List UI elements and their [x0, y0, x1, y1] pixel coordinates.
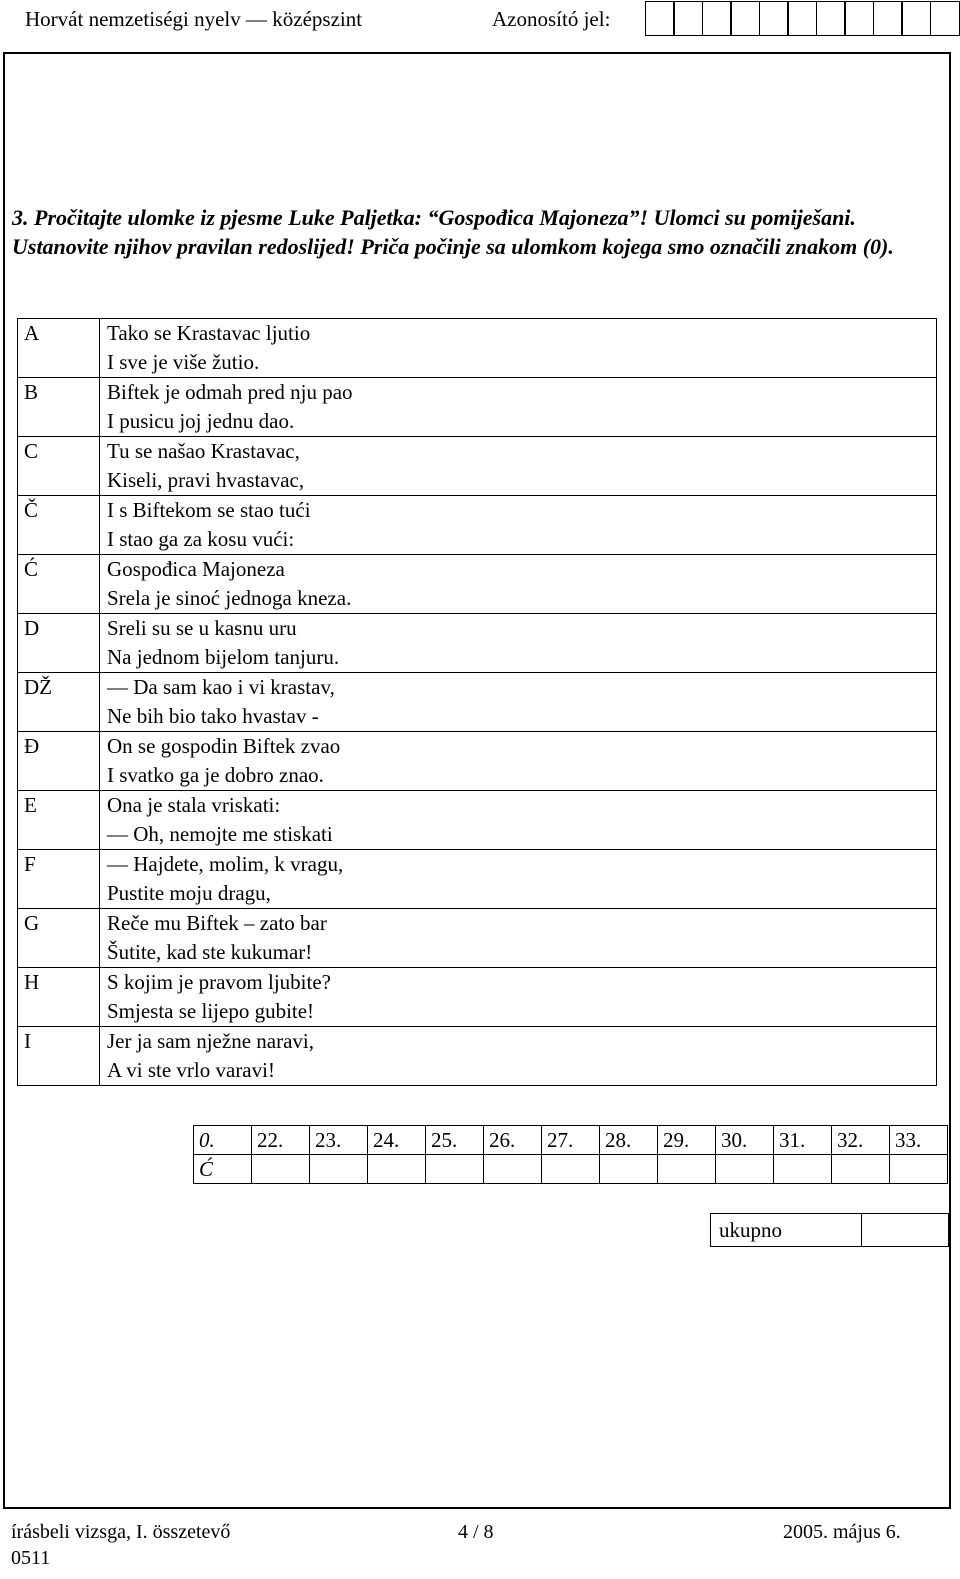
- fragment-letter: A: [18, 319, 100, 378]
- answer-column-number: 28.: [600, 1126, 658, 1155]
- fragment-letter: D: [18, 614, 100, 673]
- id-digit-box[interactable]: [873, 1, 903, 36]
- id-digit-box[interactable]: [759, 1, 789, 36]
- fragment-row: [18, 791, 937, 850]
- header-subject: Horvát nemzetiségi nyelv — középszint: [25, 7, 363, 31]
- answer-column-number: 31.: [774, 1126, 832, 1155]
- id-boxes: [646, 1, 960, 36]
- answer-column-number: 32.: [832, 1126, 890, 1155]
- fragment-line: On se gospodin Biftek zvao: [107, 734, 341, 758]
- footer-date: 2005. május 6.: [783, 1521, 901, 1543]
- fragment-row: [18, 555, 937, 614]
- answer-cell[interactable]: [252, 1155, 310, 1184]
- answer-column-number: 22.: [252, 1126, 310, 1155]
- fragment-line: Pustite moju dragu,: [107, 881, 271, 905]
- fragment-line: Sreli su se u kasnu uru: [107, 616, 297, 640]
- answer-cell[interactable]: [658, 1155, 716, 1184]
- fragment-row: [18, 496, 937, 555]
- fragment-text: [100, 437, 937, 496]
- total-value-field[interactable]: [862, 1214, 949, 1247]
- fragment-row: [18, 732, 937, 791]
- task-number: 3.: [12, 205, 29, 230]
- answer-column-number: 23.: [310, 1126, 368, 1155]
- fragment-letter: Č: [18, 496, 100, 555]
- answer-column-number: 0.: [194, 1126, 252, 1155]
- id-digit-box[interactable]: [844, 1, 874, 36]
- fragment-line: I s Biftekom se stao tući: [107, 498, 311, 522]
- fragment-row: [18, 909, 937, 968]
- fragment-letter: F: [18, 850, 100, 909]
- id-digit-box[interactable]: [787, 1, 817, 36]
- answer-column-number: 26.: [484, 1126, 542, 1155]
- fragment-letter: B: [18, 378, 100, 437]
- answer-grid-header-row: [194, 1126, 948, 1155]
- fragment-line: Smjesta se lijepo gubite!: [107, 999, 315, 1023]
- id-digit-box[interactable]: [730, 1, 760, 36]
- fragment-line: Reče mu Biftek – zato bar: [107, 911, 327, 935]
- fragment-row: [18, 319, 937, 378]
- fragment-line: I stao ga za kosu vući:: [107, 527, 295, 551]
- fragments-table: [17, 318, 937, 1086]
- fragment-line: Kiseli, pravi hvastavac,: [107, 468, 305, 492]
- footer-page-number: 4 / 8: [458, 1521, 494, 1543]
- total-score-box: [710, 1213, 949, 1247]
- fragment-row: [18, 850, 937, 909]
- fragment-row: [18, 437, 937, 496]
- fragment-text: [100, 1027, 937, 1086]
- fragment-text: [100, 850, 937, 909]
- fragment-text: [100, 555, 937, 614]
- fragment-text: [100, 496, 937, 555]
- answer-cell[interactable]: [310, 1155, 368, 1184]
- task-text: Pročitajte ulomke iz pjesme Luke Paljetka: “Gospođica Majoneza”! Ulomci su pomiješani. Ustanovite njihov pravilan redoslijed! Priča počinje sa ulomkom kojega smo označili znakom (0).: [12, 205, 894, 259]
- id-digit-box[interactable]: [901, 1, 931, 36]
- answer-cell[interactable]: [600, 1155, 658, 1184]
- fragment-row: [18, 614, 937, 673]
- fragment-row: [18, 673, 937, 732]
- fragment-line: Tu se našao Krastavac,: [107, 439, 300, 463]
- fragment-text: [100, 732, 937, 791]
- fragment-text: [100, 673, 937, 732]
- answer-cell[interactable]: [426, 1155, 484, 1184]
- fragment-line: S kojim je pravom ljubite?: [107, 970, 331, 994]
- fragment-line: Tako se Krastavac ljutio: [107, 321, 311, 345]
- fragment-letter: C: [18, 437, 100, 496]
- answer-column-number: 27.: [542, 1126, 600, 1155]
- fragment-line: Gospođica Majoneza: [107, 557, 285, 581]
- fragment-line: A vi ste vrlo varavi!: [107, 1058, 275, 1082]
- fragment-line: I pusicu joj jednu dao.: [107, 409, 295, 433]
- id-digit-box[interactable]: [645, 1, 675, 36]
- answer-cell[interactable]: [484, 1155, 542, 1184]
- fragment-line: — Da sam kao i vi krastav,: [107, 675, 335, 699]
- answer-cell[interactable]: [890, 1155, 948, 1184]
- answer-cell[interactable]: [716, 1155, 774, 1184]
- fragment-text: [100, 319, 937, 378]
- fragment-text: [100, 968, 937, 1027]
- fragment-line: Na jednom bijelom tanjuru.: [107, 645, 340, 669]
- fragment-line: Biftek je odmah pred nju pao: [107, 380, 353, 404]
- answer-grid-answer-row: [194, 1155, 948, 1184]
- fragment-line: — Oh, nemojte me stiskati: [107, 822, 333, 846]
- fragment-letter: G: [18, 909, 100, 968]
- id-digit-box[interactable]: [930, 1, 960, 36]
- fragment-line: I sve je više žutio.: [107, 350, 260, 374]
- fragment-line: I svatko ga je dobro znao.: [107, 763, 324, 787]
- fragment-text: [100, 791, 937, 850]
- fragment-letter: DŽ: [18, 673, 100, 732]
- fragment-line: Ona je stala vriskati:: [107, 793, 281, 817]
- answer-column-number: 25.: [426, 1126, 484, 1155]
- footer-code: 0511: [11, 1547, 51, 1569]
- header-id-label: Azonosító jel:: [492, 7, 611, 31]
- fragment-line: Šutite, kad ste kukumar!: [107, 940, 313, 964]
- answer-example-cell: Ć: [194, 1155, 252, 1184]
- answer-cell[interactable]: [368, 1155, 426, 1184]
- answer-column-number: 30.: [716, 1126, 774, 1155]
- fragment-letter: Đ: [18, 732, 100, 791]
- fragment-line: Jer ja sam nježne naravi,: [107, 1029, 314, 1053]
- fragment-row: [18, 1027, 937, 1086]
- task-instruction: [12, 203, 942, 261]
- fragment-letter: H: [18, 968, 100, 1027]
- fragment-text: [100, 378, 937, 437]
- fragment-text: [100, 909, 937, 968]
- footer-exam-part: írásbeli vizsga, I. összetevő: [11, 1521, 231, 1543]
- answer-cell[interactable]: [542, 1155, 600, 1184]
- fragment-row: [18, 968, 937, 1027]
- fragment-letter: I: [18, 1027, 100, 1086]
- answer-column-number: 29.: [658, 1126, 716, 1155]
- answer-cell[interactable]: [832, 1155, 890, 1184]
- total-label: ukupno: [711, 1214, 862, 1247]
- answer-column-number: 24.: [368, 1126, 426, 1155]
- fragment-letter: Ć: [18, 555, 100, 614]
- fragment-line: Ne bih bio tako hvastav -: [107, 704, 319, 728]
- answer-cell[interactable]: [774, 1155, 832, 1184]
- fragment-text: [100, 614, 937, 673]
- fragment-row: [18, 378, 937, 437]
- id-digit-box[interactable]: [673, 1, 703, 36]
- fragment-line: Srela je sinoć jednoga kneza.: [107, 586, 352, 610]
- id-digit-box[interactable]: [702, 1, 732, 36]
- answer-grid: [193, 1125, 948, 1184]
- fragment-letter: E: [18, 791, 100, 850]
- fragment-line: — Hajdete, molim, k vragu,: [107, 852, 344, 876]
- answer-column-number: 33.: [890, 1126, 948, 1155]
- id-digit-box[interactable]: [816, 1, 846, 36]
